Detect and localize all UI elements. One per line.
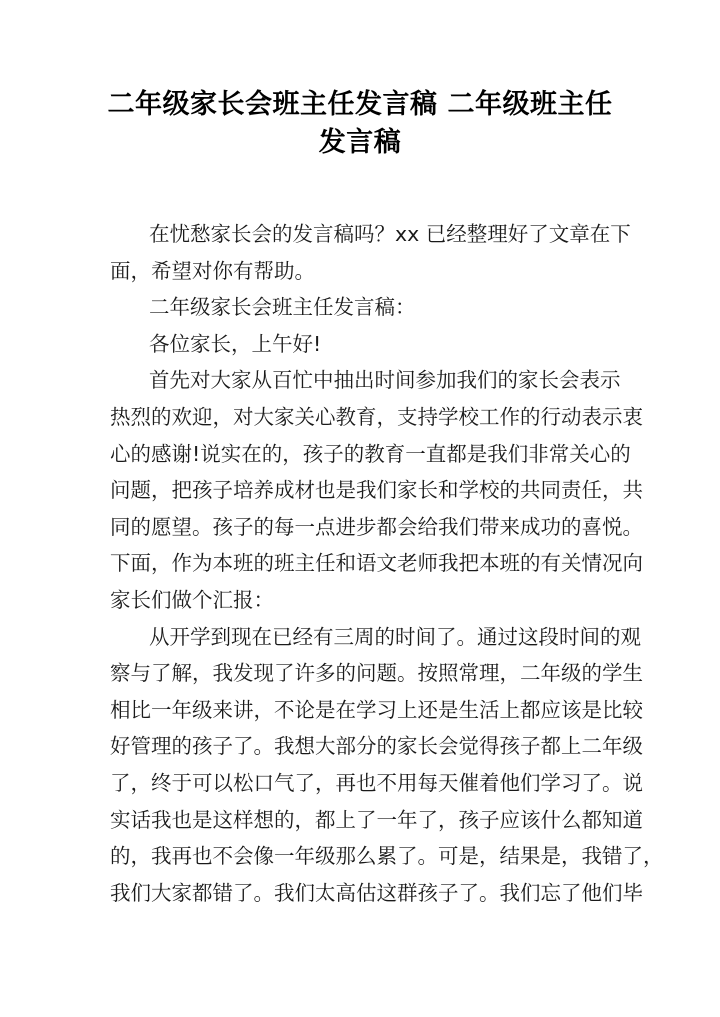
title-line-1: 二年级家长会班主任发言稿 二年级班主任	[107, 89, 613, 120]
greeting: 各位家长，上午好!	[149, 331, 322, 356]
paragraph-line: 首先对大家从百忙中抽出时间参加我们的家长会表示	[149, 368, 621, 393]
paragraph-line: 察与了解，我发现了许多的问题。按照常理，二年级的学生	[110, 661, 643, 686]
paragraph-line: 实话我也是这样想的，都上了一年了，孩子应该什么都知道	[110, 807, 643, 832]
paragraph-line: 相比一年级来讲，不论是在学习上还是生活上都应该是比较	[110, 697, 643, 722]
document-body	[110, 216, 664, 911]
paragraph-line: 了，终于可以松口气了，再也不用每天催着他们学习了。说	[110, 770, 643, 795]
paragraph-line: 好管理的孩子了。我想大部分的家长会觉得孩子都上二年级	[110, 734, 643, 759]
paragraph-line: 心的感谢!说实在的，孩子的教育一直都是我们非常关心的	[110, 441, 631, 466]
paragraph-line: 从开学到现在已经有三周的时间了。通过这段时间的观	[149, 624, 641, 649]
paragraph-line: 的，我再也不会像一年级那么累了。可是，结果是，我错了，	[110, 844, 664, 869]
speech-heading: 二年级家长会班主任发言稿：	[149, 295, 416, 320]
intro-paragraph-line: 面，希望对你有帮助。	[110, 258, 315, 283]
paragraph-line: 我们大家都错了。我们太高估这群孩子了。我们忘了他们毕	[110, 880, 643, 905]
document-title	[100, 86, 620, 162]
title-line-2: 发言稿	[318, 127, 402, 158]
paragraph-line: 下面，作为本班的班主任和语文老师我把本班的有关情况向	[110, 551, 643, 576]
paragraph-line: 问题，把孩子培养成材也是我们家长和学校的共同责任，共	[110, 478, 643, 503]
paragraph-line: 同的愿望。孩子的每一点进步都会给我们带来成功的喜悦。	[110, 514, 643, 539]
paragraph-line: 热烈的欢迎，对大家关心教育，支持学校工作的行动表示衷	[110, 404, 643, 429]
paragraph-line: 家长们做个汇报：	[110, 587, 274, 612]
intro-paragraph-line: 在忧愁家长会的发言稿吗？xx 已经整理好了文章在下	[149, 222, 631, 246]
